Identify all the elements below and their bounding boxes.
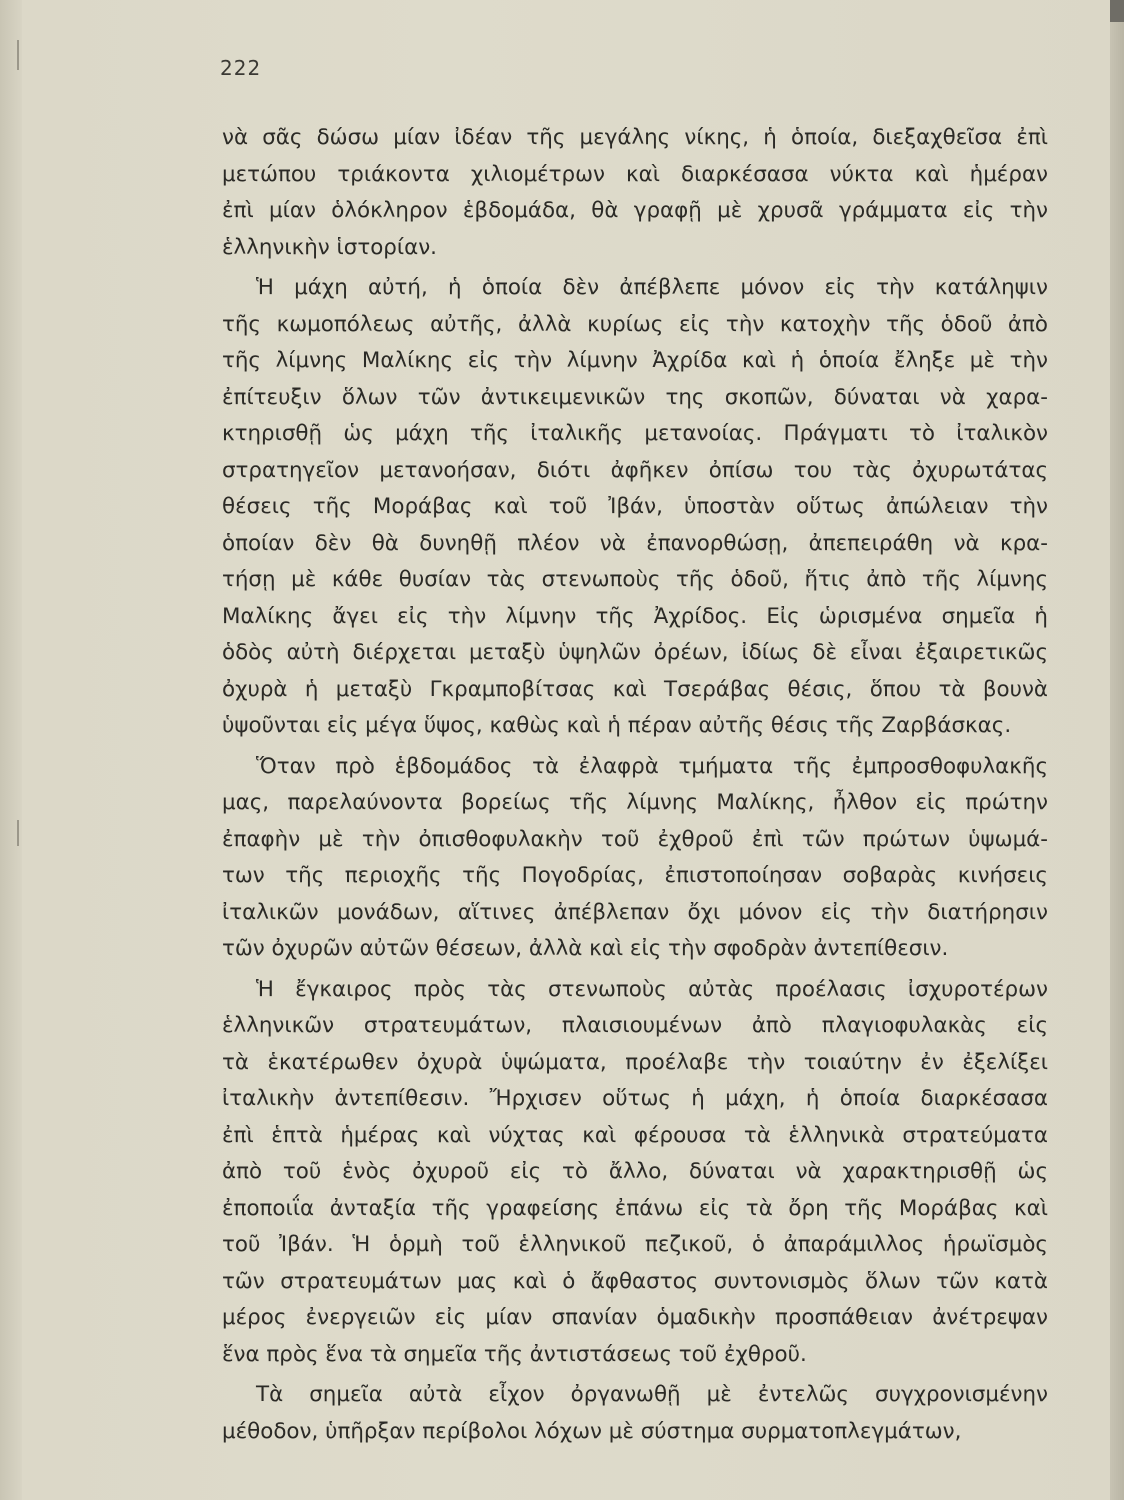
paragraph xyxy=(222,972,1048,1374)
paragraph xyxy=(222,120,1048,266)
text-line: ὑψοῦνται εἰς μέγα ὕψος, καθὼς καὶ ἡ πέραν αὐτῆς θέσις τῆς Ζαρβάσκας. xyxy=(222,713,1012,738)
text-line: τῆς λίμνης Μαλίκης εἰς τὴν λίμνην Ἀχρίδα καὶ ἡ ὁποία ἔληξε μὲ τὴν xyxy=(222,348,1048,373)
text-line: ἐπίτευξιν ὅλων τῶν ἀντικειμενικῶν της σκοπῶν, δύναται νὰ χαρα- xyxy=(222,384,1048,410)
paragraph xyxy=(222,270,1048,745)
text-line: Ὅταν πρὸ ἑβδομάδος τὰ ἐλαφρὰ τμήματα τῆς ἐμπροσθοφυλακῆς xyxy=(256,753,1048,779)
text-line: ἑλληνικὴν ἱστορίαν. xyxy=(222,234,437,260)
gutter-mark xyxy=(17,820,19,846)
text-line: μέθοδον, ὑπῆρξαν περίβολοι λόχων μὲ σύστημα συρματοπλεγμάτων, xyxy=(222,1418,962,1444)
paragraph xyxy=(222,1377,1048,1450)
text-line: ὀχυρὰ ἡ μεταξὺ Γκραμποβίτσας καὶ Τσεράβας θέσις, ὅπου τὰ βουνὰ xyxy=(222,676,1048,702)
page-corner xyxy=(1110,0,1124,22)
body-text xyxy=(222,120,1048,1450)
text-line: μέρος ἐνεργειῶν εἰς μίαν σπανίαν ὁμαδικὴν προσπάθειαν ἀνέτρεψαν xyxy=(222,1305,1048,1330)
text-line: Μαλίκης ἄγει εἰς τὴν λίμνην τῆς Ἀχρίδος. Εἰς ὡρισμένα σημεῖα ἡ xyxy=(222,603,1048,629)
text-line: ὁποίαν δὲν θὰ δυνηθῇ πλέον νὰ ἐπανορθώσῃ, ἀπεπειράθη νὰ κρα- xyxy=(222,530,1048,556)
text-line: τῶν στρατευμάτων μας καὶ ὁ ἄφθαστος συντονισμὸς ὅλων τῶν κατὰ xyxy=(222,1268,1048,1294)
gutter-mark xyxy=(17,40,19,70)
text-line: μετώπου τριάκοντα χιλιομέτρων καὶ διαρκέσασα νύκτα καὶ ἡμέραν xyxy=(222,161,1048,187)
text-line: Ἡ ἔγκαιρος πρὸς τὰς στενωποὺς αὐτὰς προέλασις ἰσχυροτέρων xyxy=(256,976,1048,1002)
text-line: ἐπὶ μίαν ὁλόκληρον ἑβδομάδα, θὰ γραφῇ μὲ χρυσᾶ γράμματα εἰς τὴν xyxy=(222,198,1048,223)
text-line: ὁδὸς αὐτὴ διέρχεται μεταξὺ ὑψηλῶν ὀρέων, ἰδίως δὲ εἶναι ἐξαιρετικῶς xyxy=(222,640,1048,665)
text-line: Ἡ μάχη αὐτή, ἡ ὁποία δὲν ἀπέβλεπε μόνον εἰς τὴν κατάληψιν xyxy=(256,275,1048,300)
paragraph xyxy=(222,749,1048,968)
page-number: 222 xyxy=(220,56,262,80)
text-line: ἑλληνικῶν στρατευμάτων, πλαισιουμένων ἀπὸ πλαγιοφυλακὰς εἰς xyxy=(222,1013,1048,1038)
text-line: τῶν ὀχυρῶν αὐτῶν θέσεων, ἀλλὰ καὶ εἰς τὴν σφοδρὰν ἀντεπίθεσιν. xyxy=(222,936,949,961)
text-line: ἕνα πρὸς ἕνα τὰ σημεῖα τῆς ἀντιστάσεως τοῦ ἐχθροῦ. xyxy=(222,1341,807,1367)
text-line: τοῦ Ἰβάν. Ἡ ὁρμὴ τοῦ ἑλληνικοῦ πεζικοῦ, ὁ ἀπαράμιλλος ἡρωϊσμὸς xyxy=(222,1232,1048,1257)
text-line: ἰταλικὴν ἀντεπίθεσιν. Ἤρχισεν οὕτως ἡ μάχη, ἡ ὁποία διαρκέσασα xyxy=(222,1086,1048,1111)
page-gutter xyxy=(0,0,22,1500)
text-line: ἐπαφὴν μὲ τὴν ὀπισθοφυλακὴν τοῦ ἐχθροῦ ἐπὶ τῶν πρώτων ὑψωμά- xyxy=(222,826,1048,852)
text-line: τῆς κωμοπόλεως αὐτῆς, ἀλλὰ κυρίως εἰς τὴν κατοχὴν τῆς ὁδοῦ ἀπὸ xyxy=(222,311,1048,337)
text-line: ἰταλικῶν μονάδων, αἵτινες ἀπέβλεπαν ὄχι μόνον εἰς τὴν διατήρησιν xyxy=(222,899,1048,925)
text-line: μας, παρελαύνοντα βορείως τῆς λίμνης Μαλίκης, ἦλθον εἰς πρώτην xyxy=(222,790,1048,815)
text-line: κτηρισθῇ ὡς μάχη τῆς ἰταλικῆς μετανοίας. Πράγματι τὸ ἰταλικὸν xyxy=(222,421,1048,446)
text-line: Τὰ σημεῖα αὐτὰ εἶχον ὀργανωθῇ μὲ ἐντελῶς συγχρονισμένην xyxy=(256,1382,1048,1407)
page-edge xyxy=(1110,0,1124,1500)
text-line: νὰ σᾶς δώσω μίαν ἰδέαν τῆς μεγάλης νίκης, ἡ ὁποία, διεξαχθεῖσα ἐπὶ xyxy=(222,125,1048,150)
text-line: ἐποποιΐα ἀνταξία τῆς γραφείσης ἐπάνω εἰς τὰ ὄρη τῆς Μοράβας καὶ xyxy=(222,1195,1048,1221)
text-line: τήσῃ μὲ κάθε θυσίαν τὰς στενωποὺς τῆς ὁδοῦ, ἥτις ἀπὸ τῆς λίμνης xyxy=(222,567,1048,592)
text-line: ἀπὸ τοῦ ἑνὸς ὀχυροῦ εἰς τὸ ἄλλο, δύναται νὰ χαρακτηρισθῇ ὡς xyxy=(222,1159,1048,1184)
text-line: θέσεις τῆς Μοράβας καὶ τοῦ Ἰβάν, ὑποστὰν οὕτως ἀπώλειαν τὴν xyxy=(222,494,1048,519)
text-line: ἐπὶ ἑπτὰ ἡμέρας καὶ νύχτας καὶ φέρουσα τὰ ἑλληνικὰ στρατεύματα xyxy=(222,1122,1048,1148)
text-line: στρατηγεῖον μετανοήσαν, διότι ἀφῆκεν ὀπίσω του τὰς ὀχυρωτάτας xyxy=(222,457,1048,483)
text-line: των τῆς περιοχῆς τῆς Πογοδρίας, ἐπιστοποίησαν σοβαρὰς κινήσεις xyxy=(222,863,1048,888)
text-line: τὰ ἑκατέρωθεν ὀχυρὰ ὑψώματα, προέλαβε τὴν τοιαύτην ἐν ἐξελίξει xyxy=(222,1049,1048,1075)
